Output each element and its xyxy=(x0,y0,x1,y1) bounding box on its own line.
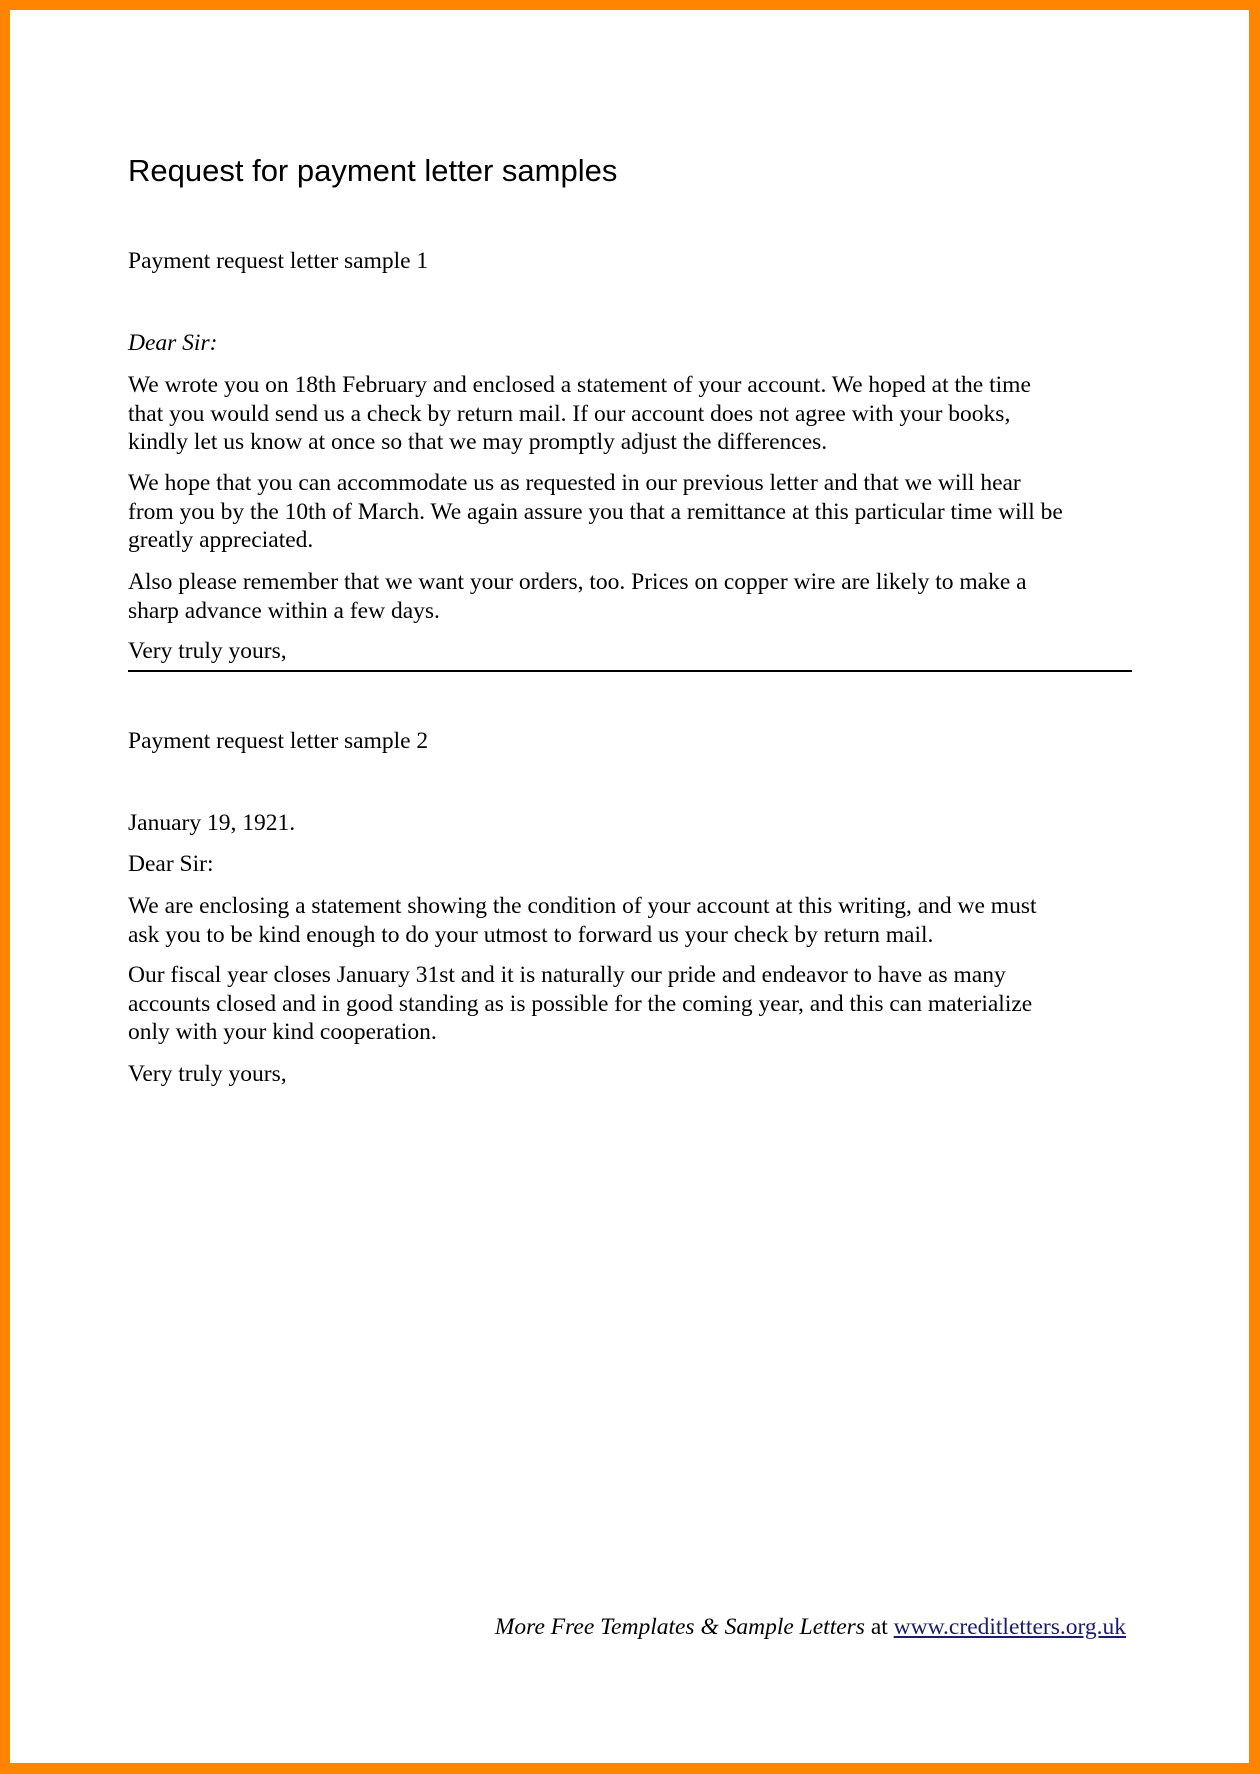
sample1-salutation: Dear Sir: xyxy=(128,330,218,356)
sample1-paragraph-1 xyxy=(128,371,1031,457)
sample2-closing: Very truly yours, xyxy=(128,1061,287,1087)
sample2-heading: Payment request letter sample 2 xyxy=(128,728,429,754)
text-line: Also please remember that we want your orders, too. Prices on copper wire are likely to make a xyxy=(128,569,1027,595)
text-line: ask you to be kind enough to do your utmost to forward us your check by return mail. xyxy=(128,921,934,948)
sample1-closing: Very truly yours, xyxy=(128,638,287,664)
text-line: from you by the 10th of March. We again assure you that a remittance at this particular time will be xyxy=(128,498,1063,525)
sample1-heading: Payment request letter sample 1 xyxy=(128,248,429,274)
text-line: kindly let us know at once so that we may promptly adjust the differences. xyxy=(128,429,828,455)
website-link[interactable]: www.creditletters.org.uk xyxy=(893,1614,1126,1640)
page-title: Request for payment letter samples xyxy=(128,153,618,188)
text-line: that you would send us a check by return mail. If our account does not agree with your books, xyxy=(128,400,1011,427)
text-line: sharp advance within a few days. xyxy=(128,597,440,624)
sample2-paragraph-1 xyxy=(128,892,1037,949)
section-divider xyxy=(128,670,1132,672)
sample1-paragraph-2 xyxy=(128,469,1063,555)
text-line: accounts closed and in good standing as is possible for the coming year, and this can materialize xyxy=(128,990,1033,1017)
text-line: Our fiscal year closes January 31st and it is naturally our pride and endeavor to have as many xyxy=(128,962,1006,988)
sample2-salutation: Dear Sir: xyxy=(128,851,214,877)
sample1-paragraph-3 xyxy=(128,568,1027,625)
footer-at: at xyxy=(870,1614,888,1640)
footer-tagline: More Free Templates & Sample Letters xyxy=(494,1614,865,1640)
text-line: We hope that you can accommodate us as requested in our previous letter and that we will hear xyxy=(128,470,1021,496)
text-line: We wrote you on 18th February and enclosed a statement of your account. We hoped at the time xyxy=(128,372,1031,398)
text-line: We are enclosing a statement showing the condition of your account at this writing, and we must xyxy=(128,893,1037,919)
sample2-paragraph-2 xyxy=(128,961,1032,1047)
text-line: only with your kind cooperation. xyxy=(128,1019,437,1045)
text-line: greatly appreciated. xyxy=(128,527,314,553)
sample2-date: January 19, 1921. xyxy=(128,810,296,836)
footer xyxy=(495,1614,1126,1641)
